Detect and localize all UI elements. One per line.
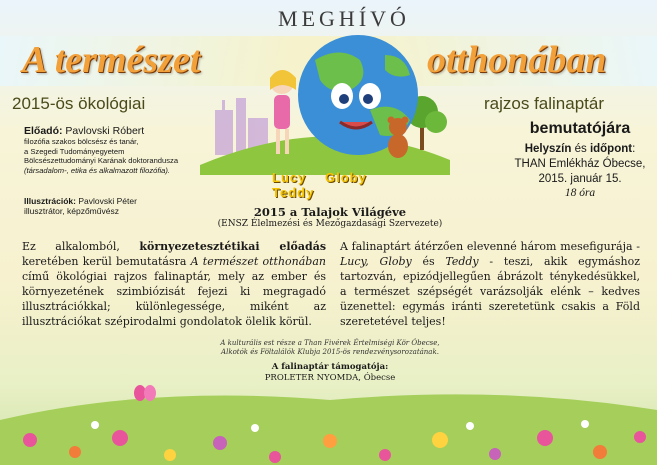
body-left-title: A természet otthonában <box>190 254 326 268</box>
meadow <box>0 394 657 465</box>
main-title-right: otthonában <box>427 39 607 81</box>
presenter-line-3: Bölcsészettudományi Karának doktorandusza <box>24 156 179 166</box>
presenter-block <box>24 125 254 175</box>
character-globy: Globy <box>324 170 367 185</box>
soil-year-org: (ENSZ Élelmezési és Mezőgazdasági Szervezete) <box>217 219 443 229</box>
presenter-line-1: filozófia szakos bölcsész és tanár, <box>24 137 139 147</box>
character-teddy: Teddy <box>272 185 315 200</box>
sponsor-name: PROLETER NYOMDA, Óbecse <box>264 373 396 384</box>
presenter-line-2: a Szegedi Tudományegyetem <box>24 146 125 156</box>
soil-year-block <box>190 205 470 229</box>
event-time: 18 óra <box>564 186 596 199</box>
time-label: időpont <box>589 143 633 155</box>
body-right-teddy: Teddy <box>445 254 479 268</box>
character-names <box>272 170 432 200</box>
main-title-left: A természet <box>22 39 201 81</box>
venue: THAN Emlékház Óbecse, <box>514 157 646 170</box>
soil-year-title: 2015 a Talajok Világéve <box>253 205 407 219</box>
note-line-1: A kulturális est része a Than Fivérek Értelmiségi Kör Óbecse, <box>220 339 440 347</box>
illustrator-role: illusztrátor, képzőművész <box>24 206 119 217</box>
sponsor-block <box>230 362 430 384</box>
body-right-and: és <box>422 254 435 268</box>
body-right-names: Lucy, Globy <box>340 254 412 268</box>
body-right-rest: - teszi, akik egymáshoz tartozván, epizódjellegűen ábrázolt ténykedésükkel, a természet szépségét varázsolják elénk – kedves üzenettel: egymás iránti szeretetünk csakis a Föld szeretetével teljes! <box>340 254 640 328</box>
presenter-line-4: (társadalom-, etika és alkalmazott filozófia). <box>24 165 171 175</box>
illustrator-label: Illusztrációk: <box>24 196 76 206</box>
body-right-intro: A falinaptárt átérzően elevenné három mesefigurája - <box>340 240 640 253</box>
subtitle-left: 2015-ös ökológiai <box>12 94 146 113</box>
note-line-2: Alkotók és Föltalálók Klubja 2015-ös rendezvénysorozatának. <box>221 348 439 357</box>
sponsor-label: A falinaptár támogatója: <box>271 362 389 372</box>
body-left-bold: környezetesztétikai előadás <box>139 240 327 253</box>
place-label: Helyszín <box>524 143 572 155</box>
place-and: és <box>574 143 587 155</box>
body-left-end: című ökológiai rajzos falinaptár, mely az ember és környezetének szimbiózisát fejezi ki megragadó illusztrációkkal; különlegessége, miként az illusztrációkat szépirodalmi gondolatok ölelik körül. <box>22 269 326 328</box>
body-left-rest: keretében kerül bemutatásra <box>22 254 187 268</box>
illustrator-name: Pavlovski Péter <box>78 196 137 206</box>
body-left-intro: Ez alkalomból, <box>22 240 120 253</box>
launch-block: bemutatójára Helyszín és időpont: THAN Emlékház Óbecse, 2015. január 15. 18 óra <box>506 120 654 199</box>
body-paragraph-left <box>22 240 326 330</box>
character-lucy: Lucy <box>272 170 307 185</box>
event-note <box>190 339 470 357</box>
launch-title: bemutatójára <box>529 120 631 137</box>
event-date: 2015. január 15. <box>538 172 622 185</box>
presenter-name: Pavlovski Róbert <box>65 125 145 137</box>
subtitle-right: rajzos falinaptár <box>484 94 605 113</box>
body-paragraph-right <box>340 240 640 330</box>
presenter-label: Előadó: <box>24 125 63 137</box>
invitation-kicker: MEGHÍVÓ <box>278 6 410 31</box>
